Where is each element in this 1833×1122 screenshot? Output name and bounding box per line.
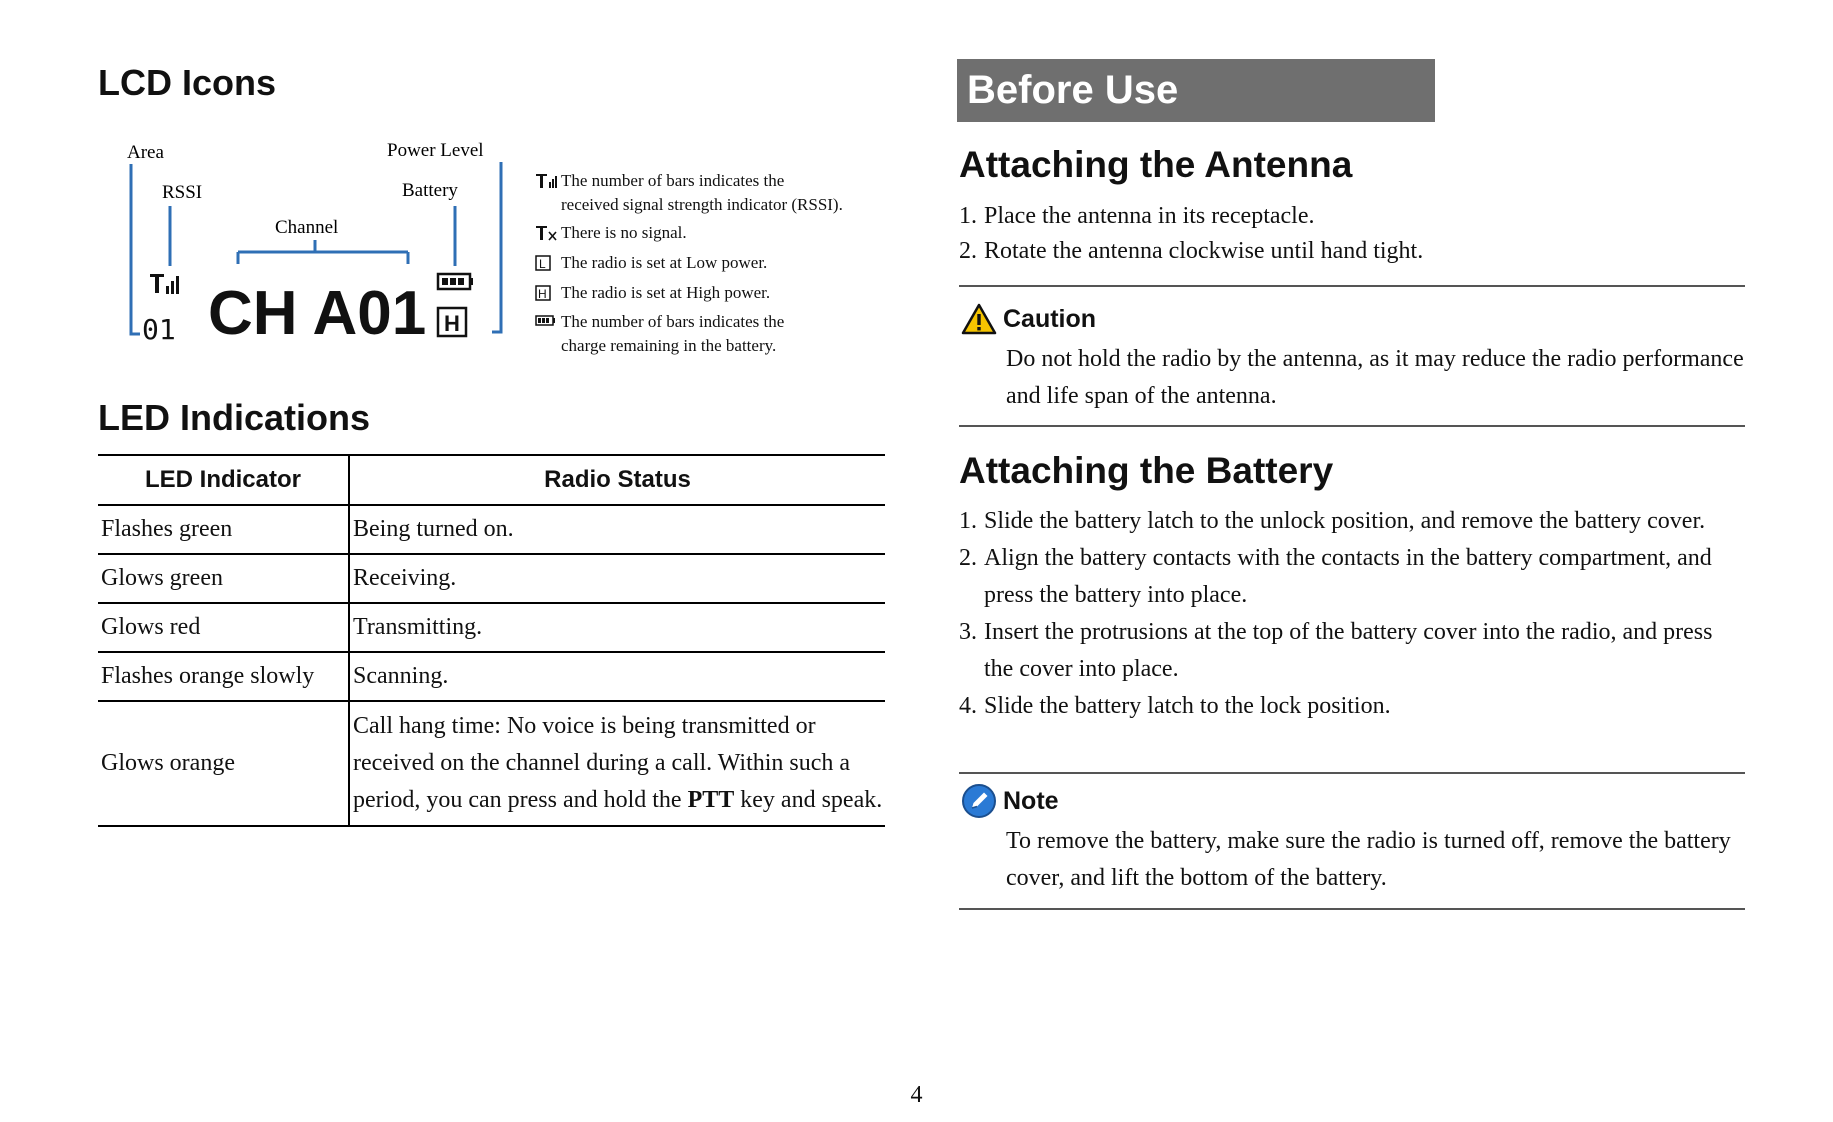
step-text: Insert the protrusions at the top of the battery cover into the radio, and press the cover into place. xyxy=(984,619,1713,682)
led-indicator-cell: Glows red xyxy=(98,603,349,652)
step-text: Place the antenna in its receptacle. xyxy=(984,203,1315,229)
table-row xyxy=(98,603,885,652)
note-bottom-rule xyxy=(959,908,1745,910)
label-battery: Battery xyxy=(402,180,458,201)
radio-status-cell: Being turned on. xyxy=(349,505,885,554)
list-item xyxy=(959,540,1739,614)
area-number: 01 xyxy=(142,313,176,346)
table-row xyxy=(98,505,885,554)
led-indicator-cell: Flashes orange slowly xyxy=(98,652,349,701)
caution-heading xyxy=(961,303,1096,335)
legend-low-power: The radio is set at Low power. xyxy=(561,253,768,272)
legend-low-power-icon xyxy=(536,256,550,271)
legend-rssi-line-2: received signal strength indicator (RSSI). xyxy=(561,195,843,214)
note-heading xyxy=(961,783,1059,819)
caution-bottom-rule xyxy=(959,425,1745,427)
note-top-rule xyxy=(959,772,1745,774)
note-icon xyxy=(961,783,997,819)
table-row xyxy=(98,554,885,603)
list-item xyxy=(959,688,1739,725)
label-rssi: RSSI xyxy=(162,182,203,203)
header-radio-status: Radio Status xyxy=(349,455,885,505)
led-indicator-cell: Glows orange xyxy=(98,701,349,826)
lcd-legend xyxy=(536,171,843,355)
step-number: 4. xyxy=(959,693,977,719)
step-number: 2. xyxy=(959,238,977,264)
table-row xyxy=(98,701,885,826)
legend-battery-line-2: charge remaining in the battery. xyxy=(561,336,777,355)
radio-status-cell: Scanning. xyxy=(349,652,885,701)
legend-battery-icon xyxy=(536,316,555,325)
attaching-antenna-title: Attaching the Antenna xyxy=(959,144,1353,185)
caution-icon xyxy=(961,303,997,335)
before-use-banner: Before Use xyxy=(957,59,1435,122)
step-number: 2. xyxy=(959,545,977,571)
power-level-display-icon xyxy=(438,308,466,336)
led-indications-table xyxy=(98,454,885,827)
lcd-icons-title: LCD Icons xyxy=(98,62,277,103)
note-text: To remove the battery, make sure the radio is turned off, remove the battery cover, and lift the bottom of the battery. xyxy=(1006,828,1731,891)
legend-high-power: The radio is set at High power. xyxy=(561,283,771,302)
caution-label: Caution xyxy=(1003,304,1097,333)
step-number: 1. xyxy=(959,203,977,229)
channel-display: CH A01 xyxy=(208,279,427,348)
radio-status-cell: Transmitting. xyxy=(349,603,885,652)
step-text: Slide the battery latch to the lock position. xyxy=(984,693,1391,719)
caution-text: Do not hold the radio by the antenna, as it may reduce the radio performance and life span of the antenna. xyxy=(1006,346,1744,409)
svg-text:H: H xyxy=(538,287,547,301)
led-indicator-cell: Flashes green xyxy=(98,505,349,554)
list-item xyxy=(959,234,1739,269)
status-text-end: key and speak. xyxy=(734,787,883,813)
legend-high-power-icon xyxy=(536,286,550,301)
battery-display-icon xyxy=(438,274,473,289)
radio-status-cell: Receiving. xyxy=(349,554,885,603)
caution-top-rule xyxy=(959,285,1745,287)
antenna-steps-list xyxy=(959,199,1739,269)
attaching-battery-title: Attaching the Battery xyxy=(959,450,1334,491)
list-item xyxy=(959,199,1739,234)
radio-status-cell xyxy=(349,701,885,826)
led-indications-title: LED Indications xyxy=(98,397,371,438)
label-channel: Channel xyxy=(275,217,339,238)
step-number: 3. xyxy=(959,619,977,645)
power-level-letter: H xyxy=(444,311,460,336)
list-item xyxy=(959,503,1739,540)
status-text: Call hang time: No voice is being transmitted or received on the channel during a call. Within such a period, you can press and hold the xyxy=(353,713,851,813)
note-label: Note xyxy=(1003,786,1059,815)
page-number: 4 xyxy=(910,1082,923,1108)
rssi-icon xyxy=(150,274,179,294)
step-number: 1. xyxy=(959,508,977,534)
legend-battery-line-1: The number of bars indicates the xyxy=(561,312,785,331)
legend-no-signal: There is no signal. xyxy=(561,223,687,242)
svg-text:L: L xyxy=(539,257,546,271)
ptt-key-label: PTT xyxy=(687,787,735,813)
legend-rssi-line-1: The number of bars indicates the xyxy=(561,171,785,190)
label-area: Area xyxy=(127,142,164,163)
table-header-row xyxy=(98,455,885,505)
table-row xyxy=(98,652,885,701)
lcd-icons-diagram xyxy=(120,134,890,366)
step-text: Align the battery contacts with the contacts in the battery compartment, and press the battery into place. xyxy=(984,545,1712,608)
legend-signal-bars-icon xyxy=(536,174,557,188)
battery-steps-list xyxy=(959,503,1739,725)
step-text: Slide the battery latch to the unlock position, and remove the battery cover. xyxy=(984,508,1706,534)
header-led-indicator: LED Indicator xyxy=(98,455,349,505)
led-indicator-cell: Glows green xyxy=(98,554,349,603)
label-power-level: Power Level xyxy=(387,140,484,161)
list-item xyxy=(959,614,1739,688)
legend-no-signal-icon xyxy=(536,226,556,240)
step-text: Rotate the antenna clockwise until hand tight. xyxy=(984,238,1424,264)
